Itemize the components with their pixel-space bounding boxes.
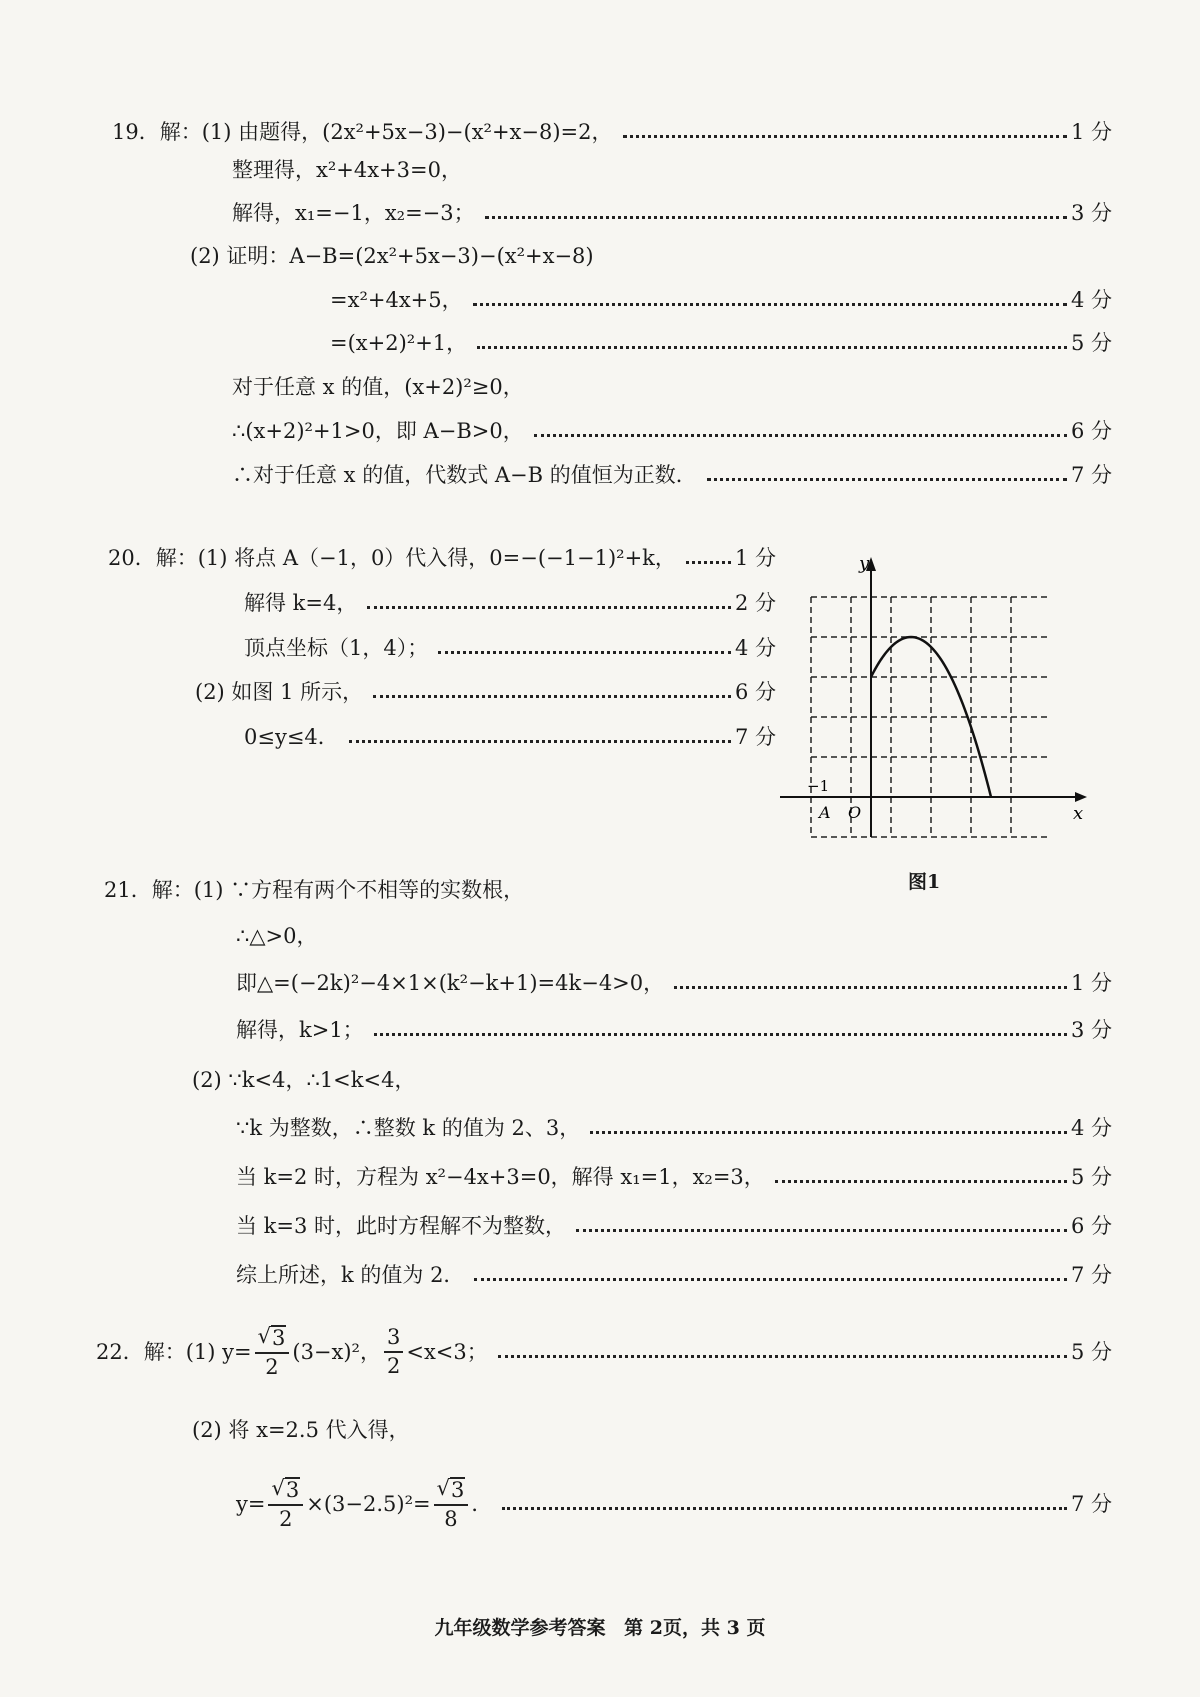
score: 4 分 xyxy=(1070,1116,1112,1140)
line-text: 21．解：(1) ∵方程有两个不相等的实数根， xyxy=(104,878,525,902)
dot-leader xyxy=(373,695,731,698)
line-text: 当 k=3 时，此时方程解不为整数， xyxy=(236,1214,567,1238)
line-prefix: y= xyxy=(236,1491,266,1516)
denominator: 2 xyxy=(279,1507,293,1531)
dashed-grid xyxy=(811,597,1051,837)
line-text: 解得 k=4， xyxy=(244,591,358,615)
dot-leader xyxy=(474,1278,1067,1281)
dot-leader xyxy=(367,606,731,609)
dot-leader xyxy=(502,1507,1067,1510)
score: 6 分 xyxy=(734,680,776,704)
line-text: (2) 如图 1 所示， xyxy=(195,680,364,704)
score: 1 分 xyxy=(1070,120,1112,144)
line-text: 解得，x₁=−1，x₂=−3； xyxy=(232,201,475,225)
line-text: 对于任意 x 的值，(x+2)²≥0， xyxy=(232,375,524,399)
line-text: =(x+2)²+1， xyxy=(330,331,468,355)
line-text: 顶点坐标（1，4）； xyxy=(244,636,429,660)
denominator: 2 xyxy=(386,1354,401,1378)
q21-line-8 xyxy=(236,1216,1112,1237)
sqrt-sign: √ xyxy=(436,1475,450,1500)
dot-leader xyxy=(534,434,1067,437)
numerator xyxy=(434,1477,469,1506)
radicand: 3 xyxy=(450,1477,465,1502)
dot-leader xyxy=(438,651,731,654)
q22-line-2 xyxy=(192,1420,410,1441)
score: 7 分 xyxy=(1070,463,1112,487)
parabola-figure xyxy=(775,555,1095,855)
dot-leader xyxy=(686,561,731,564)
score: 1 分 xyxy=(1070,971,1112,995)
score: 5 分 xyxy=(1070,1339,1112,1364)
q19-line-1 xyxy=(112,122,1112,143)
score: 5 分 xyxy=(1070,331,1112,355)
fraction-sqrt3-over-2 xyxy=(255,1325,290,1379)
numerator xyxy=(255,1325,290,1354)
origin-label: O xyxy=(848,803,862,822)
q21-line-9 xyxy=(236,1265,1112,1286)
score: 2 分 xyxy=(734,591,776,615)
line-text: (2) 将 x=2.5 代入得， xyxy=(192,1418,410,1442)
page-footer xyxy=(0,1613,1200,1640)
q20-line-4 xyxy=(195,682,776,703)
q21-line-7 xyxy=(236,1167,1112,1188)
x-axis-label: x xyxy=(1073,803,1084,824)
q20-line-3 xyxy=(244,638,776,659)
q21-line-5 xyxy=(192,1070,415,1091)
dot-leader xyxy=(707,478,1067,481)
point-a-label: A xyxy=(819,803,831,822)
dot-leader xyxy=(674,986,1067,989)
line-text: ∵k 为整数，∴整数 k 的值为 2、3， xyxy=(236,1116,581,1140)
dot-leader xyxy=(775,1180,1067,1183)
line-text: 20．解：(1) 将点 A（−1，0）代入得，0=−(−1−1)²+k， xyxy=(108,546,676,570)
dot-leader xyxy=(485,216,1067,219)
score: 3 分 xyxy=(1070,1018,1112,1042)
x-axis-arrow xyxy=(1075,792,1087,802)
dot-leader xyxy=(473,303,1067,306)
numerator xyxy=(268,1477,303,1506)
score: 5 分 xyxy=(1070,1165,1112,1189)
q19-line-4 xyxy=(190,246,594,267)
q21-line-6 xyxy=(236,1118,1112,1139)
line-text: =x²+4x+5， xyxy=(330,288,463,312)
line-suffix: <x<3； xyxy=(406,1339,488,1364)
score: 7 分 xyxy=(734,725,776,749)
q19-line-6 xyxy=(330,333,1112,354)
score: 6 分 xyxy=(1070,1214,1112,1238)
line-text: 整理得，x²+4x+3=0， xyxy=(232,158,462,182)
line-text: ∴对于任意 x 的值，代数式 A−B 的值恒为正数． xyxy=(232,463,697,487)
q20-line-2 xyxy=(244,593,776,614)
score: 7 分 xyxy=(1070,1263,1112,1287)
score: 4 分 xyxy=(1070,288,1112,312)
denominator: 2 xyxy=(265,1355,279,1379)
q19-line-7 xyxy=(232,377,524,398)
figure-caption: 图1 xyxy=(908,871,941,893)
line-suffix: ． xyxy=(471,1491,493,1516)
dot-leader xyxy=(576,1229,1067,1232)
score: 1 分 xyxy=(734,546,776,570)
q22-line-1 xyxy=(96,1322,1112,1382)
q21-line-4 xyxy=(236,1020,1112,1041)
score: 3 分 xyxy=(1070,201,1112,225)
footer-title: 九年级数学参考答案 xyxy=(434,1617,606,1639)
q19-line-8 xyxy=(232,421,1112,442)
dot-leader xyxy=(349,740,731,743)
line-text: 0≤y≤4． xyxy=(244,725,339,749)
fraction-sqrt3-over-2 xyxy=(268,1477,303,1531)
q21-line-1 xyxy=(104,880,524,901)
q19-line-5 xyxy=(330,290,1112,311)
line-text: ∴△>0， xyxy=(236,924,318,948)
q21-line-3 xyxy=(236,973,1112,994)
q21-line-2 xyxy=(236,926,317,947)
line-middle: ×(3−2.5)²= xyxy=(306,1491,431,1516)
dot-leader xyxy=(498,1355,1067,1358)
fraction-sqrt3-over-8 xyxy=(434,1477,469,1531)
denominator: 8 xyxy=(444,1507,458,1531)
line-middle: (3−x)²， xyxy=(292,1339,381,1364)
dot-leader xyxy=(623,135,1067,138)
sqrt-sign: √ xyxy=(257,1323,271,1348)
q20-line-1 xyxy=(108,548,776,569)
page-number: 第 2页，共 3 页 xyxy=(624,1617,766,1639)
dot-leader xyxy=(477,346,1067,349)
line-text: (2) ∵k<4，∴1<k<4， xyxy=(192,1068,416,1092)
line-text: 当 k=2 时，方程为 x²−4x+3=0，解得 x₁=1，x₂=3， xyxy=(236,1165,765,1189)
radicand: 3 xyxy=(285,1477,300,1502)
score: 6 分 xyxy=(1070,419,1112,443)
line-text: ∴(x+2)²+1>0，即 A−B>0， xyxy=(232,419,524,443)
sqrt-sign: √ xyxy=(271,1475,285,1500)
line-text: 19．解：(1) 由题得，(2x²+5x−3)−(x²+x−8)=2， xyxy=(112,120,613,144)
dot-leader xyxy=(590,1131,1067,1134)
numerator: 3 xyxy=(384,1326,403,1353)
tick-label-minus-one: −1 xyxy=(807,777,830,795)
radicand: 3 xyxy=(272,1325,286,1350)
score: 4 分 xyxy=(734,636,776,660)
line-prefix: 22．解：(1) y= xyxy=(96,1339,252,1364)
score: 7 分 xyxy=(1070,1491,1112,1516)
q19-line-2 xyxy=(232,160,462,181)
line-text: 解得，k>1； xyxy=(236,1018,364,1042)
line-text: 即△=(−2k)²−4×1×(k²−k+1)=4k−4>0， xyxy=(236,971,665,995)
fraction-3-over-2 xyxy=(384,1326,403,1378)
y-axis-label: y xyxy=(859,555,870,574)
q20-line-5 xyxy=(244,727,776,748)
dot-leader xyxy=(374,1033,1067,1036)
q19-line-9 xyxy=(232,465,1112,486)
q19-line-3 xyxy=(232,203,1112,224)
line-text: 综上所述，k 的值为 2． xyxy=(236,1263,465,1287)
q22-line-3 xyxy=(236,1474,1112,1534)
line-text: (2) 证明：A−B=(2x²+5x−3)−(x²+x−8) xyxy=(190,244,594,268)
